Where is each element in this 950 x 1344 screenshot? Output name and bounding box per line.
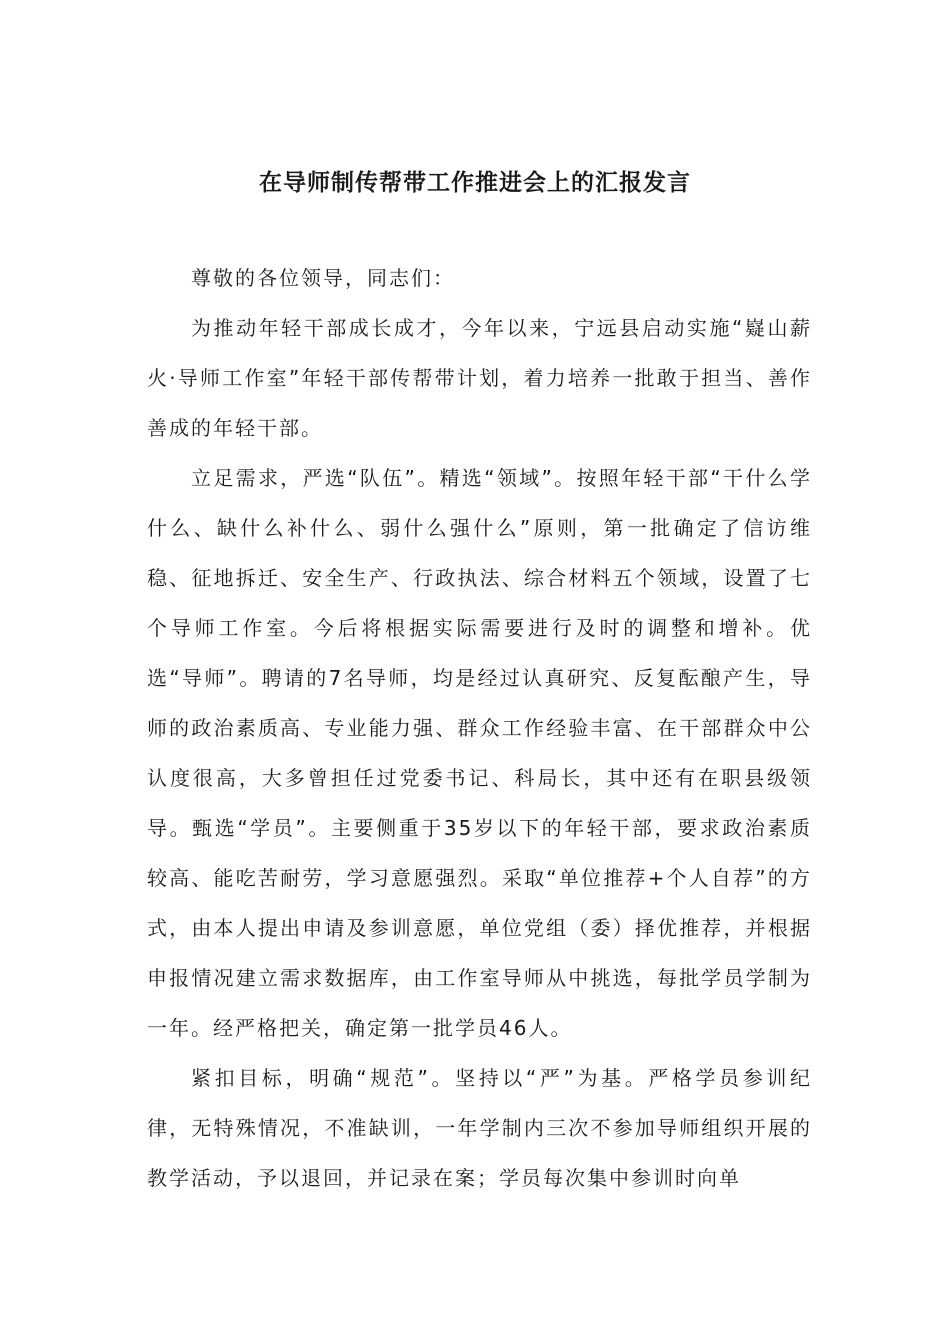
paragraph-goals: 紧扣目标，明确“规范”。坚持以“严”为基。严格学员参训纪律，无特殊情况，不准缺训，一年学制内三次不参加导师组织开展的教学活动，予以退回，并记录在案；学员每次集中参训时向单 <box>147 1066 812 1190</box>
document-body <box>147 253 812 1203</box>
paragraph-needs: 立足需求，严选“队伍”。精选“领域”。按照年轻干部“干什么学什么、缺什么补什么、弱什么强什么”原则，第一批确定了信访维稳、征地拆迁、安全生产、行政执法、综合材料五个领域，设置了七个导师工作室。今后将根据实际需要进行及时的调整和增补。优选“导师”。聘请的7名导师，均是经过认真研究、反复酝酿产生，导师的政治素质高、专业能力强、群众工作经验丰富、在干部群众中公认度很高，大多曾担任过党委书记、科局长，其中还有在职县级领导。甄选“学员”。主要侧重于35岁以下的年轻干部，要求政治素质较高、能吃苦耐劳，学习意愿强烈。采取“单位推荐+个人自荐”的方式，由本人提出申请及参训意愿，单位党组（委）择优推荐，并根据申报情况建立需求数据库，由工作室导师从中挑选，每批学员学制为一年。经严格把关，确定第一批学员46人。 <box>147 466 812 1040</box>
salutation: 尊敬的各位领导，同志们： <box>191 266 455 290</box>
document-title: 在导师制传帮带工作推进会上的汇报发言 <box>259 170 691 196</box>
paragraph-intro: 为推动年轻干部成长成才，今年以来，宁远县启动实施“嶷山薪火·导师工作室”年轻干部传帮带计划，着力培养一批敢于担当、善作善成的年轻干部。 <box>147 316 812 440</box>
